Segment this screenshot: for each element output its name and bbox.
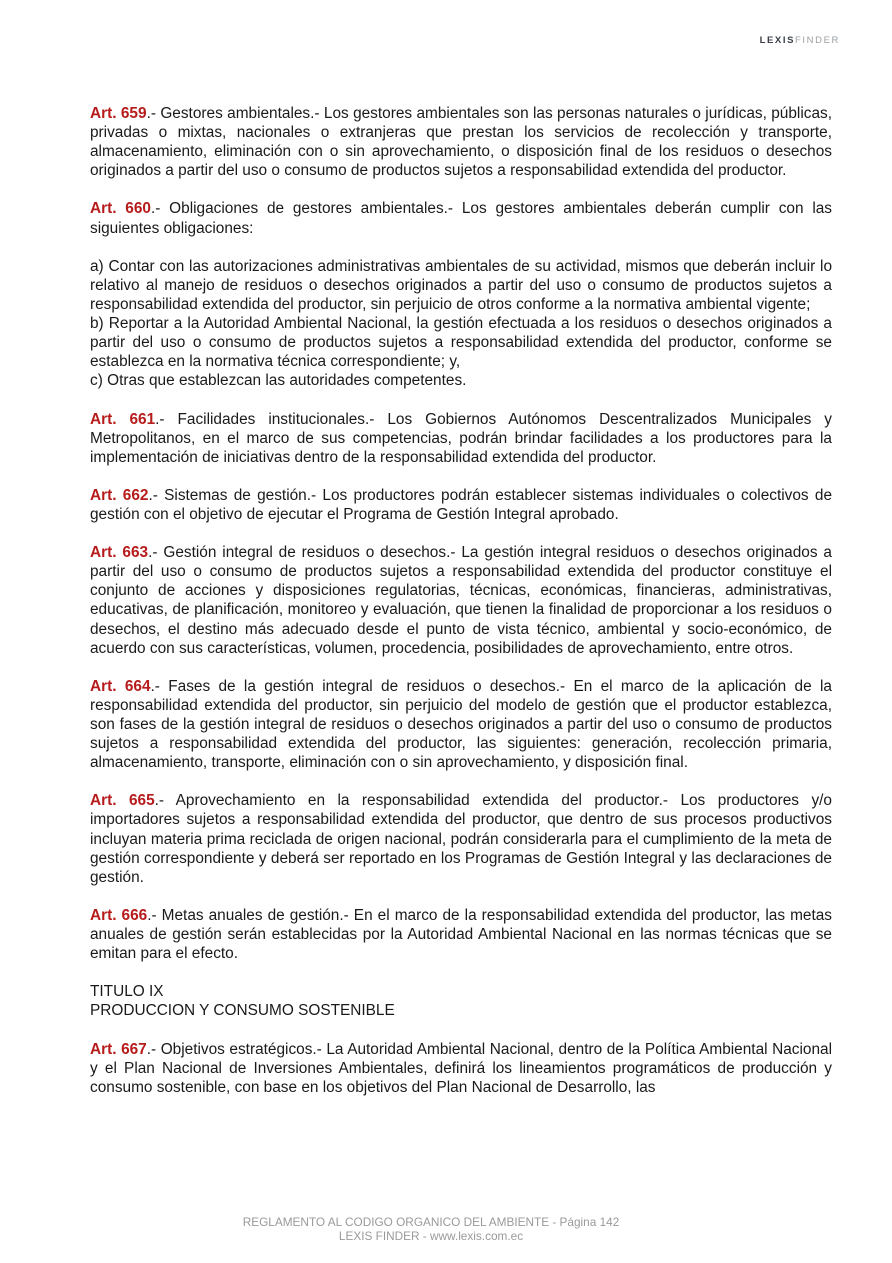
article-660 — [90, 199, 832, 237]
article-665 — [90, 791, 832, 886]
section-title-name: PRODUCCION Y CONSUMO SOSTENIBLE — [90, 1002, 395, 1020]
article-664 — [90, 677, 832, 772]
article-label: Art. 666 — [90, 906, 148, 924]
article-660-item-b: b) Reportar a la Autoridad Ambiental Nacional, la gestión efectuada a los residuos o desechos originados a partir del uso o consumo de productos sujetos a responsabilidad extendida del productor, conforme se establezca en la normativa técnica correspondiente; y, — [90, 315, 832, 371]
brand-logo — [760, 35, 840, 46]
article-666 — [90, 906, 832, 963]
article-660-item-c: c) Otras que establezcan las autoridades competentes. — [90, 372, 467, 390]
article-text: .- Aprovechamiento en la responsabilidad extendida del productor.- Los productores y/o importadores sujetos a responsabilidad extendida del productor, que dentro de sus procesos productivos incluyan materia prima reciclada de origen nacional, podrán considerarla para el cumplimiento de la meta de gestión correspondiente y deberá ser reportado en los Programas de Gestión Integral y las declaraciones de gestión. — [90, 792, 832, 886]
article-label: Art. 667 — [90, 1040, 147, 1058]
article-label: Art. 662 — [90, 486, 149, 504]
article-label: Art. 665 — [90, 792, 155, 810]
article-661 — [90, 410, 832, 467]
page-footer — [0, 1215, 862, 1243]
article-text: .- Objetivos estratégicos.- La Autoridad Ambiental Nacional, dentro de la Política Ambiental Nacional y el Plan Nacional de Inversiones Ambientales, definirá los lineamientos programáticos de producción y consumo sostenible, con base en los objetivos del Plan Nacional de Desarrollo, las — [90, 1040, 832, 1096]
brand-logo-light: FINDER — [795, 35, 840, 46]
article-label: Art. 663 — [90, 544, 149, 562]
article-text: .- Facilidades institucionales.- Los Gobiernos Autónomos Descentralizados Municipales y Metropolitanos, en el marco de sus competencias, podrán brindar facilidades a los productores para la implementación de iniciativas dentro de la responsabilidad extendida del productor. — [90, 410, 833, 466]
article-659 — [90, 104, 832, 180]
article-text: .- Gestión integral de residuos o desechos.- La gestión integral residuos o desechos originados a partir del uso o consumo de productos sujetos a responsabilidad extendida del productor constituye el conjunto de acciones y disposiciones regulatorias, técnicas, económicas, financieras, administrativas, educativas, de planificación, monitoreo y evaluación, que tienen la finalidad de proporcionar a los residuos o desechos, el destino más adecuado desde el punto de vista técnico, ambiental y socio-económico, de acuerdo con sus características, volumen, procedencia, posibilidades de aprovechamiento, entre otros. — [90, 544, 832, 657]
document-body — [90, 104, 832, 1116]
article-label: Art. 664 — [90, 677, 151, 695]
article-667 — [90, 1040, 832, 1097]
article-text: .- Metas anuales de gestión.- En el marco de la responsabilidad extendida del productor, las metas anuales de gestión serán establecidas por la Autoridad Ambiental Nacional en las normas técnicas que se emitan para el efecto. — [90, 906, 832, 963]
article-label: Art. 660 — [90, 200, 151, 218]
article-text: .- Obligaciones de gestores ambientales.- Los gestores ambientales deberán cumplir con las siguientes obligaciones: — [90, 200, 832, 237]
article-660-item-a: a) Contar con las autorizaciones administrativas ambientales de su actividad, mismos que deberán incluir lo relativo al manejo de residuos o desechos originados a partir del uso o consumo de productos sujetos a responsabilidad extendida del productor, sin perjuicio de otros conforme a la normativa ambiental vigente; — [90, 257, 832, 313]
article-662 — [90, 486, 832, 524]
section-title-number: TITULO IX — [90, 983, 164, 1001]
footer-document-title: REGLAMENTO AL CODIGO ORGANICO DEL AMBIENTE - Página 142 — [242, 1215, 620, 1229]
brand-logo-bold: LEXIS — [759, 35, 796, 46]
article-663 — [90, 543, 832, 658]
article-text: .- Fases de la gestión integral de residuos o desechos.- En el marco de la aplicación de la responsabilidad extendida del productor, sin perjuicio del modelo de gestión que el productor establezca, son fases de la gestión integral de residuos o desechos originados a partir del uso o consumo de productos sujetos a responsabilidad extendida del productor, las siguientes: generación, recolección primaria, almacenamiento, transporte, eliminación con o sin aprovechamiento, y disposición final. — [90, 677, 832, 772]
article-label: Art. 661 — [90, 410, 156, 428]
footer-source: LEXIS FINDER - www.lexis.com.ec — [338, 1229, 524, 1243]
article-text: .- Sistemas de gestión.- Los productores podrán establecer sistemas individuales o colectivos de gestión con el objetivo de ejecutar el Programa de Gestión Integral aprobado. — [90, 486, 832, 523]
article-label: Art. 659 — [90, 105, 147, 122]
article-text: .- Gestores ambientales.- Los gestores ambientales son las personas naturales o jurídicas, públicas, privadas o mixtas, nacionales o extranjeras que prestan los servicios de recolección y transporte, almacenamiento, eliminación con o sin aprovechamiento, o disposición final de los residuos o desechos originados a partir del uso o consumo de productos sujetos a responsabilidad extendida del productor. — [90, 105, 832, 180]
